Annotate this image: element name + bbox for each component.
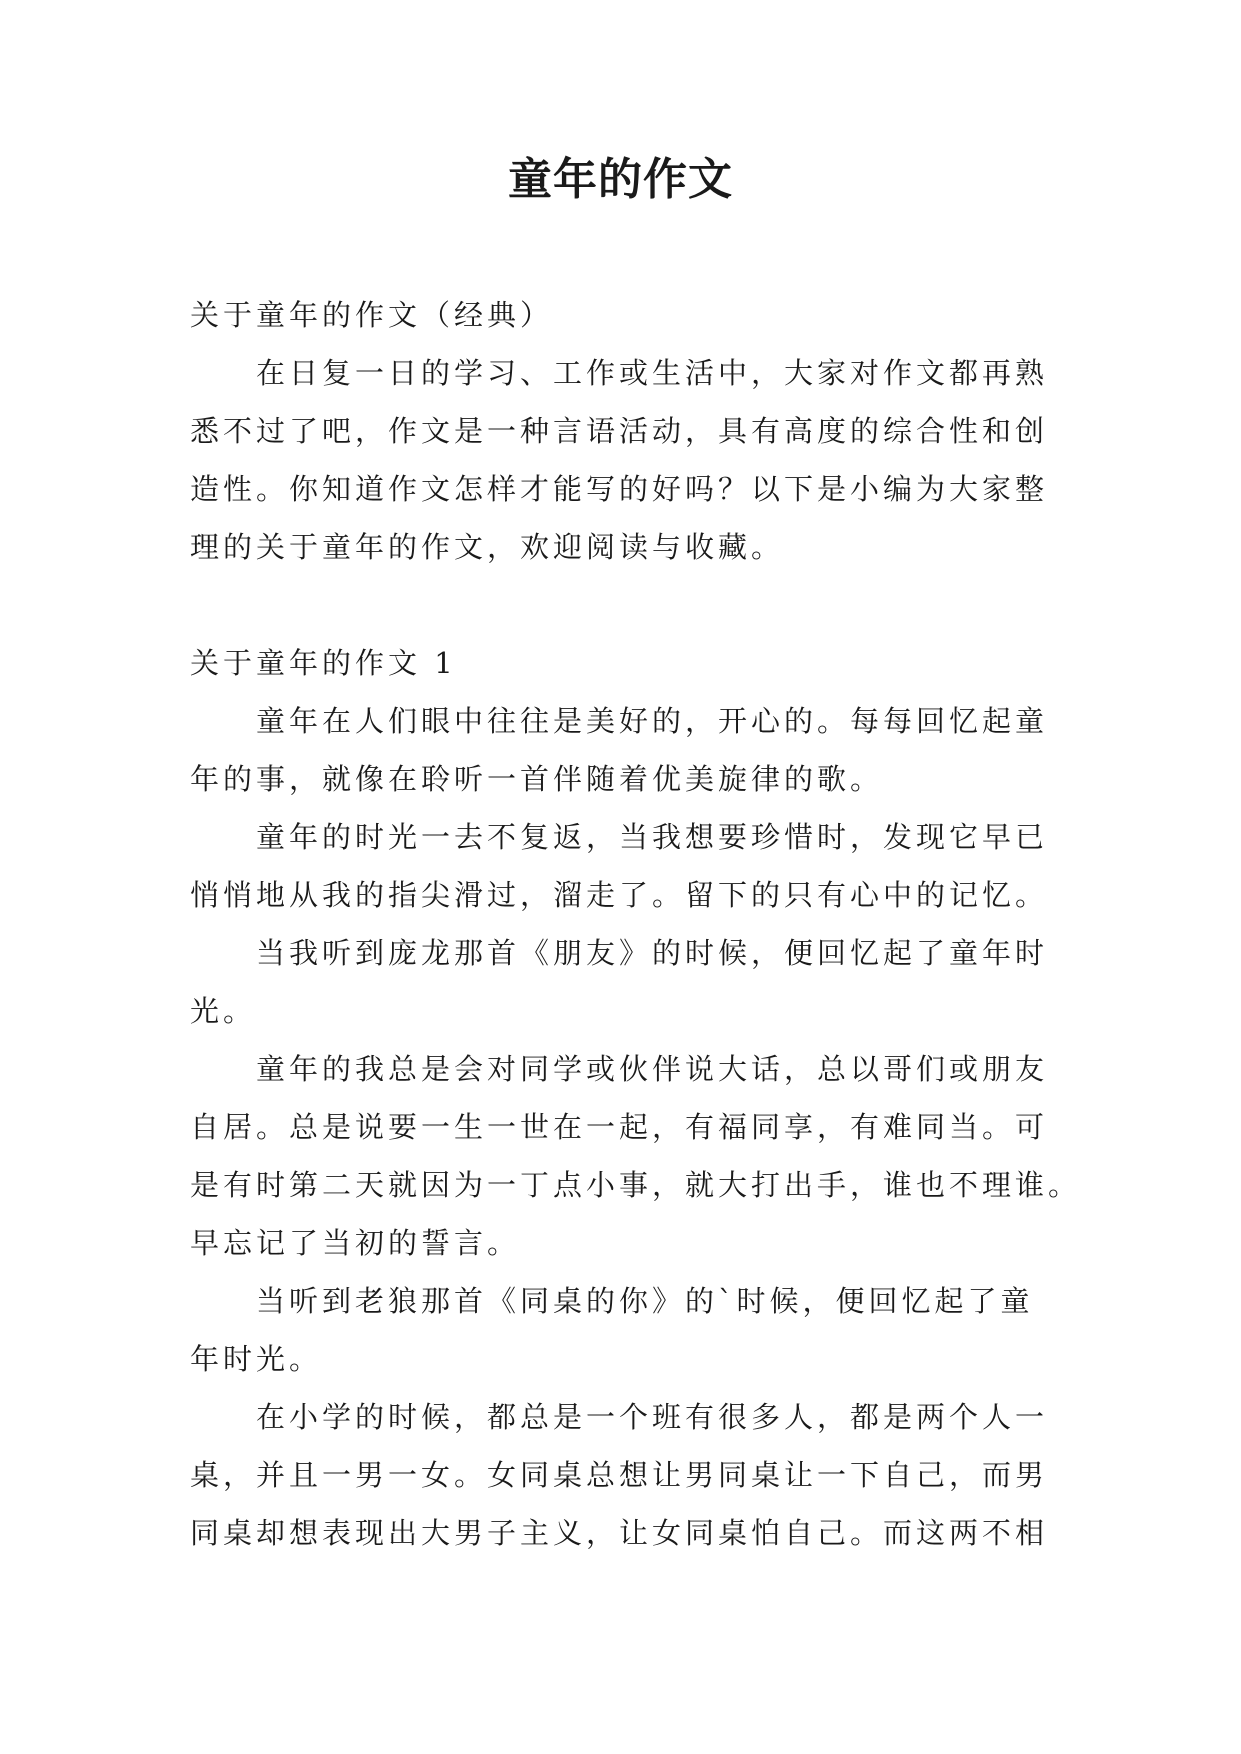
paragraph-first-line: 童年在人们眼中往往是美好的，开心的。每每回忆起童 <box>256 704 1049 738</box>
text-line: 光。 <box>190 994 257 1028</box>
text-line: 理的关于童年的作文，欢迎阅读与收藏。 <box>190 530 785 564</box>
paragraph-first-line: 童年的时光一去不复返，当我想要珍惜时，发现它早已 <box>256 820 1049 854</box>
document-title: 童年的作文 <box>508 154 733 205</box>
text-line: 悉不过了吧，作文是一种言语活动，具有高度的综合性和创 <box>190 414 1049 448</box>
text-line: 造性。你知道作文怎样才能写的好吗？以下是小编为大家整 <box>190 472 1049 506</box>
paragraph-first-line: 童年的我总是会对同学或伙伴说大话，总以哥们或朋友 <box>256 1052 1049 1086</box>
text-line: 年时光。 <box>190 1342 323 1376</box>
text-line: 关于童年的作文（经典） <box>190 298 554 332</box>
text-line: 自居。总是说要一生一世在一起，有福同享，有难同当。可 <box>190 1110 1049 1144</box>
paragraph-first-line: 在日复一日的学习、工作或生活中，大家对作文都再熟 <box>256 356 1049 390</box>
text-line: 同桌却想表现出大男子主义，让女同桌怕自己。而这两不相 <box>190 1516 1049 1550</box>
paragraph-first-line: 在小学的时候，都总是一个班有很多人，都是两个人一 <box>256 1400 1049 1434</box>
text-line: 是有时第二天就因为一丁点小事，就大打出手，谁也不理谁。 <box>190 1168 1082 1202</box>
text-line: 桌，并且一男一女。女同桌总想让男同桌让一下自己，而男 <box>190 1458 1049 1492</box>
document-body <box>190 286 1082 1562</box>
text-line: 年的事，就像在聆听一首伴随着优美旋律的歌。 <box>190 762 884 796</box>
text-line: 早忘记了当初的誓言。 <box>190 1226 521 1260</box>
paragraph-first-line: 当我听到庞龙那首《朋友》的时候，便回忆起了童年时 <box>256 936 1049 970</box>
text-line: 关于童年的作文 1 <box>190 646 457 680</box>
paragraph-gap <box>190 576 1050 634</box>
paragraph-first-line: 当听到老狼那首《同桌的你》的`时候，便回忆起了童 <box>256 1284 1034 1318</box>
text-line: 悄悄地从我的指尖滑过，溜走了。留下的只有心中的记忆。 <box>190 878 1049 912</box>
